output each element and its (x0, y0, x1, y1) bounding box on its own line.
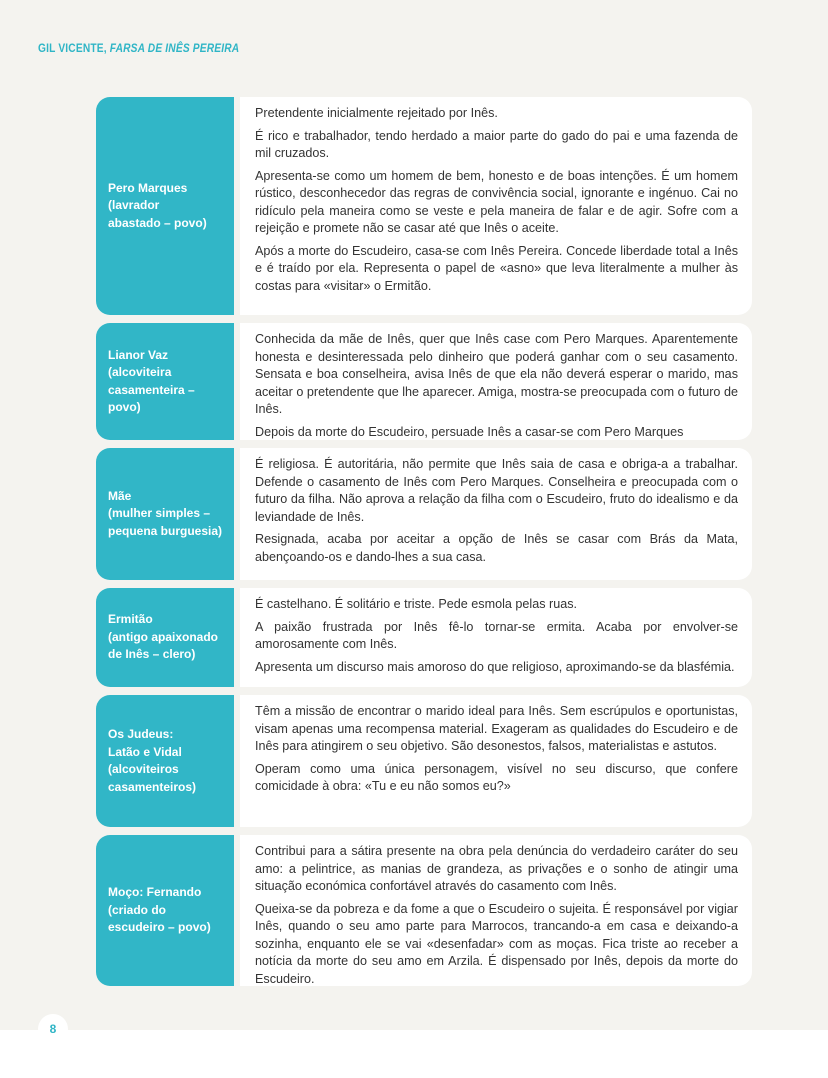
paragraph: A paixão frustrada por Inês fê-lo tornar-se ermita. Acaba por envolver-se amorosamente com Inês. (255, 619, 738, 651)
paragraph: Resignada, acaba por aceitar a opção de Inês se casar com Brás da Mata, abençoando-os e dando-lhes a sua casa. (255, 532, 738, 564)
work-title: FARSA DE INÊS PEREIRA (109, 41, 240, 55)
paragraph: Depois da morte do Escudeiro, persuade Inês a casar-se com Pero Marques (255, 424, 684, 439)
character-table (96, 97, 752, 994)
running-head (38, 41, 239, 55)
character-row (96, 695, 752, 827)
paragraph: Contribui para a sátira presente na obra pela denúncia do verdadeiro caráter do seu amo: a pelintrice, as manias de grandeza, as privações e o sonho de atingir uma situação económica confortável através do casamento com Inês. (255, 844, 738, 893)
paragraph: Conhecida da mãe de Inês, quer que Inês case com Pero Marques. Aparentemente honesta e desinteressada pelo dinheiro que poderá ganhar com o seu casamento. Sensata e boa conselheira, avisa Inês de que ela não deverá esperar o marido, mas aceitar o pretendente que lhe aparecer. Amiga, mostra-se preocupada com o futuro de Inês. (255, 332, 738, 416)
character-row (96, 588, 752, 687)
paragraph: É religiosa. É autoritária, não permite que Inês saia de casa e obriga-a a trabalhar. Defende o casamento de Inês com Pero Marques. Conselheira e preocupada com o futuro da filha. Não aprova a relação da filha com o Escudeiro, fruto do idealismo e da leviandade de Inês. (255, 457, 738, 524)
author: GIL VICENTE, (38, 41, 107, 55)
paragraph: Operam como uma única personagem, visível no seu discurso, que confere comicidade à obra: «Tu e eu não somos eu?» (255, 761, 738, 793)
paragraph: É rico e trabalhador, tendo herdado a maior parte do gado do pai e uma fazenda de mil cruzados. (255, 128, 738, 160)
character-description (240, 588, 752, 687)
character-description (240, 323, 752, 440)
page-footer (0, 1030, 828, 1078)
character-row (96, 448, 752, 580)
character-description (240, 97, 752, 315)
paragraph: Têm a missão de encontrar o marido ideal para Inês. Sem escrúpulos e oportunistas, visam apenas uma recompensa material. Exageram as qualidades do Escudeiro e de Inês para atingirem o seu objetivo. São desonestos, falsos, materialistas e astutos. (255, 704, 738, 753)
character-name: Lianor Vaz (alcoviteira casamenteira – povo) (96, 323, 234, 440)
character-description (240, 695, 752, 827)
paragraph: É castelhano. É solitário e triste. Pede esmola pelas ruas. (255, 597, 578, 611)
character-name: Ermitão (antigo apaixonado de Inês – clero) (96, 588, 234, 687)
page-number: 8 (38, 1014, 68, 1044)
paragraph: Após a morte do Escudeiro, casa-se com Inês Pereira. Concede liberdade total a Inês e é traído por ela. Representa o papel de «asno» que leva literalmente a mulher às costas para «visitar» o Ermitão. (255, 243, 738, 293)
paragraph: Pretendente inicialmente rejeitado por Inês. (255, 106, 498, 120)
paragraph: Apresenta um discurso mais amoroso do que religioso, aproximando-se da blasfémia. (255, 659, 735, 674)
paragraph: Apresenta-se como um homem de bem, honesto e de boas intenções. É um homem rústico, desconhecedor das regras de convivência social, ignorante e ingénuo. Cai no ridículo pela maneira como se veste e pela maneira de falar e de agir. Sofre com a rejeição e promete não se casar até que Inês o aceite. (255, 168, 738, 235)
paragraph: Queixa-se da pobreza e da fome a que o Escudeiro o sujeita. É responsável por vigiar Inês, quando o seu amo parte para Marrocos, trancando-a em casa e deixando-a sozinha, enquanto ele se vai «desenfadar» com as moças. Fica triste ao receber a notícia da morte do seu amo em Arzila. É dispensado por Inês, depois da morte do Escudeiro. (255, 901, 738, 986)
character-row (96, 97, 752, 315)
character-description (240, 448, 752, 580)
character-row (96, 835, 752, 986)
character-name: Pero Marques (lavrador abastado – povo) (96, 97, 234, 315)
character-name: Moço: Fernando (criado do escudeiro – povo) (96, 835, 234, 986)
character-name: Mãe (mulher simples – pequena burguesia) (96, 448, 234, 580)
character-description (240, 835, 752, 986)
character-row (96, 323, 752, 440)
character-name: Os Judeus: Latão e Vidal (alcoviteiros casamenteiros) (96, 695, 234, 827)
